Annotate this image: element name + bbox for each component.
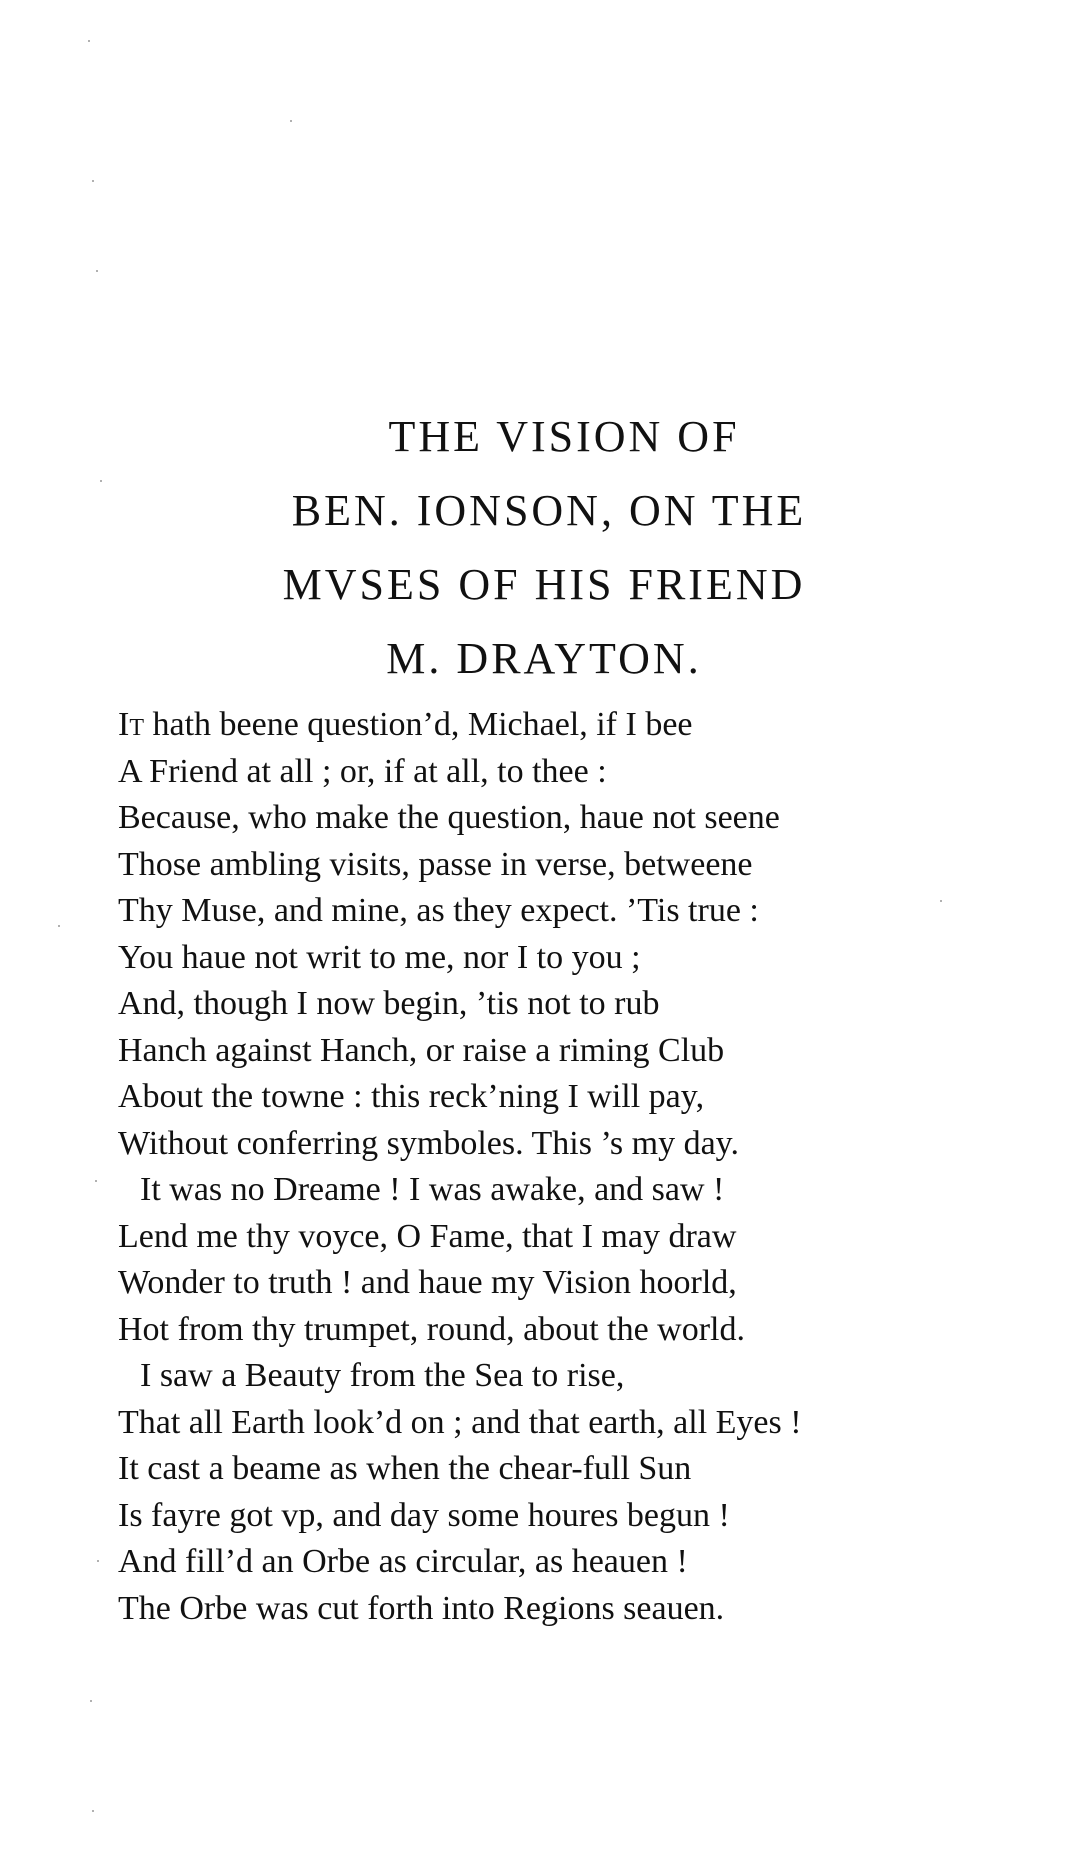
scan-speck (88, 40, 90, 42)
title-line-1: THE VISION OF (388, 412, 740, 461)
scan-speck (58, 925, 60, 927)
poem-line-18: Is fayre got vp, and day some houres begun ! (118, 1496, 730, 1534)
scan-speck (92, 1810, 94, 1812)
poem-line-10: Without conferring symboles. This ’s my day. (118, 1124, 739, 1162)
poem-line-9: About the towne : this reck’ning I will pay, (118, 1078, 705, 1115)
poem-line-19: And fill’d an Orbe as circular, as heauen ! (118, 1543, 688, 1580)
poem-line-17: It cast a beame as when the chear-full Sun (118, 1450, 692, 1487)
scan-speck (100, 480, 102, 482)
poem-title (0, 400, 1088, 696)
poem-line-5: Thy Muse, and mine, as they expect. ’Tis true : (118, 892, 759, 929)
scan-speck (97, 1560, 99, 1562)
poem-line-8: Hanch against Hanch, or raise a riming Club (118, 1031, 725, 1069)
first-line-text: hath beene question’d, Michael, if I bee (143, 706, 693, 743)
poem-line-1 (118, 702, 1018, 749)
first-word-small-caps: It (118, 706, 144, 743)
poem-line-12: Lend me thy voyce, O Fame, that I may draw (118, 1217, 737, 1255)
title-line-4: M. DRAYTON. (386, 634, 702, 683)
poem-body (118, 702, 1018, 1632)
scan-speck (92, 180, 94, 182)
poem-line-3: Because, who make the question, haue not seene (118, 799, 780, 836)
title-line-2: BEN. IONSON, ON THE (291, 486, 807, 535)
poem-line-2: A Friend at all ; or, if at all, to thee : (118, 752, 607, 790)
scan-speck (940, 900, 942, 902)
poem-line-14: Hot from thy trumpet, round, about the world. (118, 1310, 746, 1348)
poem-line-16: That all Earth look’d on ; and that earth, all Eyes ! (118, 1403, 802, 1441)
scan-speck (290, 120, 292, 122)
poem-line-20: The Orbe was cut forth into Regions seauen. (118, 1589, 725, 1627)
poem-line-13: Wonder to truth ! and haue my Vision hoorld, (118, 1264, 737, 1301)
scan-speck (96, 270, 98, 272)
poem-line-11: It was no Dreame ! I was awake, and saw ! (140, 1171, 725, 1208)
poem-line-4: Those ambling visits, passe in verse, betweene (118, 845, 753, 883)
scan-speck (95, 1180, 97, 1182)
poem-line-6: You haue not writ to me, nor I to you ; (118, 938, 641, 976)
title-line-3: MVSES OF HIS FRIEND (282, 560, 806, 609)
poem-line-15: I saw a Beauty from the Sea to rise, (140, 1357, 625, 1394)
scan-speck (90, 1700, 92, 1702)
poem-line-7: And, though I now begin, ’tis not to rub (118, 985, 660, 1022)
